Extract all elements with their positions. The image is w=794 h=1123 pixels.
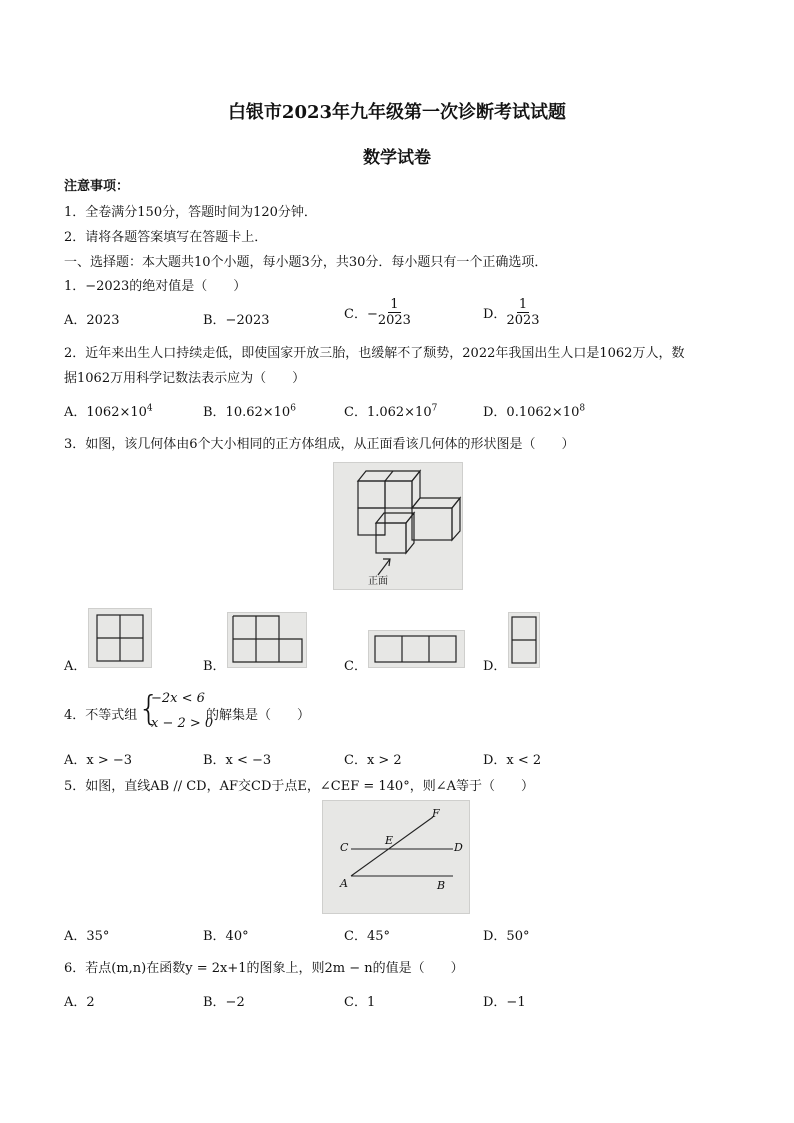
q5-label-c: C bbox=[340, 841, 349, 854]
q5-label-f: F bbox=[432, 807, 440, 820]
notes-heading: 注意事项： bbox=[64, 179, 130, 194]
q3-option-b-label: B． bbox=[203, 659, 226, 674]
q3-option-d-drawing bbox=[509, 613, 539, 667]
q5-option-c: C．45° bbox=[344, 929, 390, 944]
q3-option-d-figure bbox=[508, 612, 540, 668]
q2-d-exponent: 8 bbox=[579, 403, 586, 414]
q4-option-d: D．x < 2 bbox=[483, 753, 542, 768]
q2-b-exponent: 6 bbox=[290, 403, 296, 414]
q4-inequality-2: x − 2 > 0 bbox=[151, 716, 214, 731]
q6-option-a: A．2 bbox=[64, 995, 95, 1010]
q3-option-c-drawing bbox=[369, 631, 464, 667]
page-subtitle: 数学试卷 bbox=[363, 148, 431, 168]
q3-option-c-figure bbox=[368, 630, 465, 668]
note-item-1: 1．全卷满分150分，答题时间为120分钟． bbox=[64, 205, 317, 220]
q3-option-b-figure bbox=[227, 612, 307, 668]
q1-c-denominator: 2023 bbox=[377, 313, 411, 328]
q5-label-a: A bbox=[340, 877, 348, 890]
q1-option-d-fraction bbox=[506, 297, 539, 328]
q5-option-b: B．40° bbox=[203, 929, 249, 944]
q1-stem: 1．−2023的绝对值是（ ） bbox=[64, 279, 247, 294]
q4-prefix: 4．不等式组 bbox=[64, 708, 138, 723]
q5-label-e: E bbox=[385, 834, 394, 847]
q3-front-label: 正面 bbox=[368, 576, 388, 587]
q5-option-a: A．35° bbox=[64, 929, 110, 944]
q5-lines-figure bbox=[322, 800, 470, 914]
q3-option-c-label: C． bbox=[344, 659, 367, 674]
q1-option-d-prefix: D． bbox=[483, 307, 507, 322]
q3-option-d-label: D． bbox=[483, 659, 507, 674]
q2-c-exponent: 7 bbox=[431, 403, 438, 414]
q4-option-c: C．x > 2 bbox=[344, 753, 402, 768]
q2-option-d bbox=[483, 401, 585, 420]
q1-option-c-fraction bbox=[378, 297, 411, 328]
q1-d-numerator: 1 bbox=[518, 297, 528, 312]
q6-stem: 6．若点(m,n)在函数y = 2x+1的图象上，则2m − n的值是（ ） bbox=[64, 961, 464, 976]
q2-stem-line2: 据1062万用科学记数法表示应为（ ） bbox=[64, 371, 306, 386]
page-title: 白银市2023年九年级第一次诊断考试试题 bbox=[227, 102, 567, 123]
q6-option-b: B．−2 bbox=[203, 995, 245, 1010]
q3-stem: 3．如图，该几何体由6个大小相同的正方体组成，从正面看该几何体的形状图是（ ） bbox=[64, 437, 575, 452]
q2-d-base: D．0.1062×10 bbox=[483, 405, 580, 420]
q5-label-b: B bbox=[437, 879, 446, 892]
q6-option-c: C．1 bbox=[344, 995, 376, 1010]
q2-a-base: A．1062×10 bbox=[64, 405, 147, 420]
q1-option-c-prefix: C．− bbox=[344, 307, 378, 322]
q4-option-a: A．x > −3 bbox=[64, 753, 133, 768]
q5-stem: 5．如图，直线AB // CD，AF交CD于点E，∠CEF = 140°，则∠A等于（ ） bbox=[64, 779, 534, 794]
q1-c-numerator: 1 bbox=[390, 297, 399, 312]
q2-a-exponent: 4 bbox=[146, 403, 153, 414]
q3-cube-drawing bbox=[334, 463, 462, 589]
q4-suffix: 的解集是（ ） bbox=[206, 708, 311, 723]
q3-cube-figure bbox=[333, 462, 463, 590]
q1-option-a: A．2023 bbox=[64, 313, 120, 328]
q2-option-b bbox=[203, 401, 296, 420]
q2-stem-line1: 2．近年来出生人口持续走低，即使国家开放三胎，也缓解不了颓势，2022年我国出生人口是1062万人，数 bbox=[64, 346, 685, 361]
q3-option-a-figure bbox=[88, 608, 152, 668]
q3-option-b-drawing bbox=[228, 613, 306, 667]
q1-option-d bbox=[483, 297, 540, 328]
q4-brace: { bbox=[138, 689, 160, 729]
q5-lines-drawing bbox=[323, 801, 469, 913]
q1-d-denominator: 2023 bbox=[506, 313, 540, 328]
q2-c-base: C．1.062×10 bbox=[344, 405, 432, 420]
q2-option-a bbox=[64, 401, 153, 420]
q3-option-a-drawing bbox=[89, 609, 151, 667]
q3-option-a-label: A． bbox=[64, 659, 87, 674]
q5-option-d: D．50° bbox=[483, 929, 530, 944]
q2-b-base: B．10.62×10 bbox=[203, 405, 291, 420]
section-heading: 一、选择题：本大题共10个小题，每小题3分，共30分．每小题只有一个正确选项． bbox=[64, 255, 548, 270]
q5-label-d: D bbox=[454, 841, 463, 854]
note-item-2: 2．请将各题答案填写在答题卡上． bbox=[64, 230, 268, 245]
q4-option-b: B．x < −3 bbox=[203, 753, 272, 768]
q6-option-d: D．−1 bbox=[483, 995, 526, 1010]
q1-option-c bbox=[344, 297, 411, 328]
q2-option-c bbox=[344, 401, 437, 420]
q4-inequality-1: −2x < 6 bbox=[151, 691, 205, 706]
q1-option-b: B．−2023 bbox=[203, 313, 270, 328]
